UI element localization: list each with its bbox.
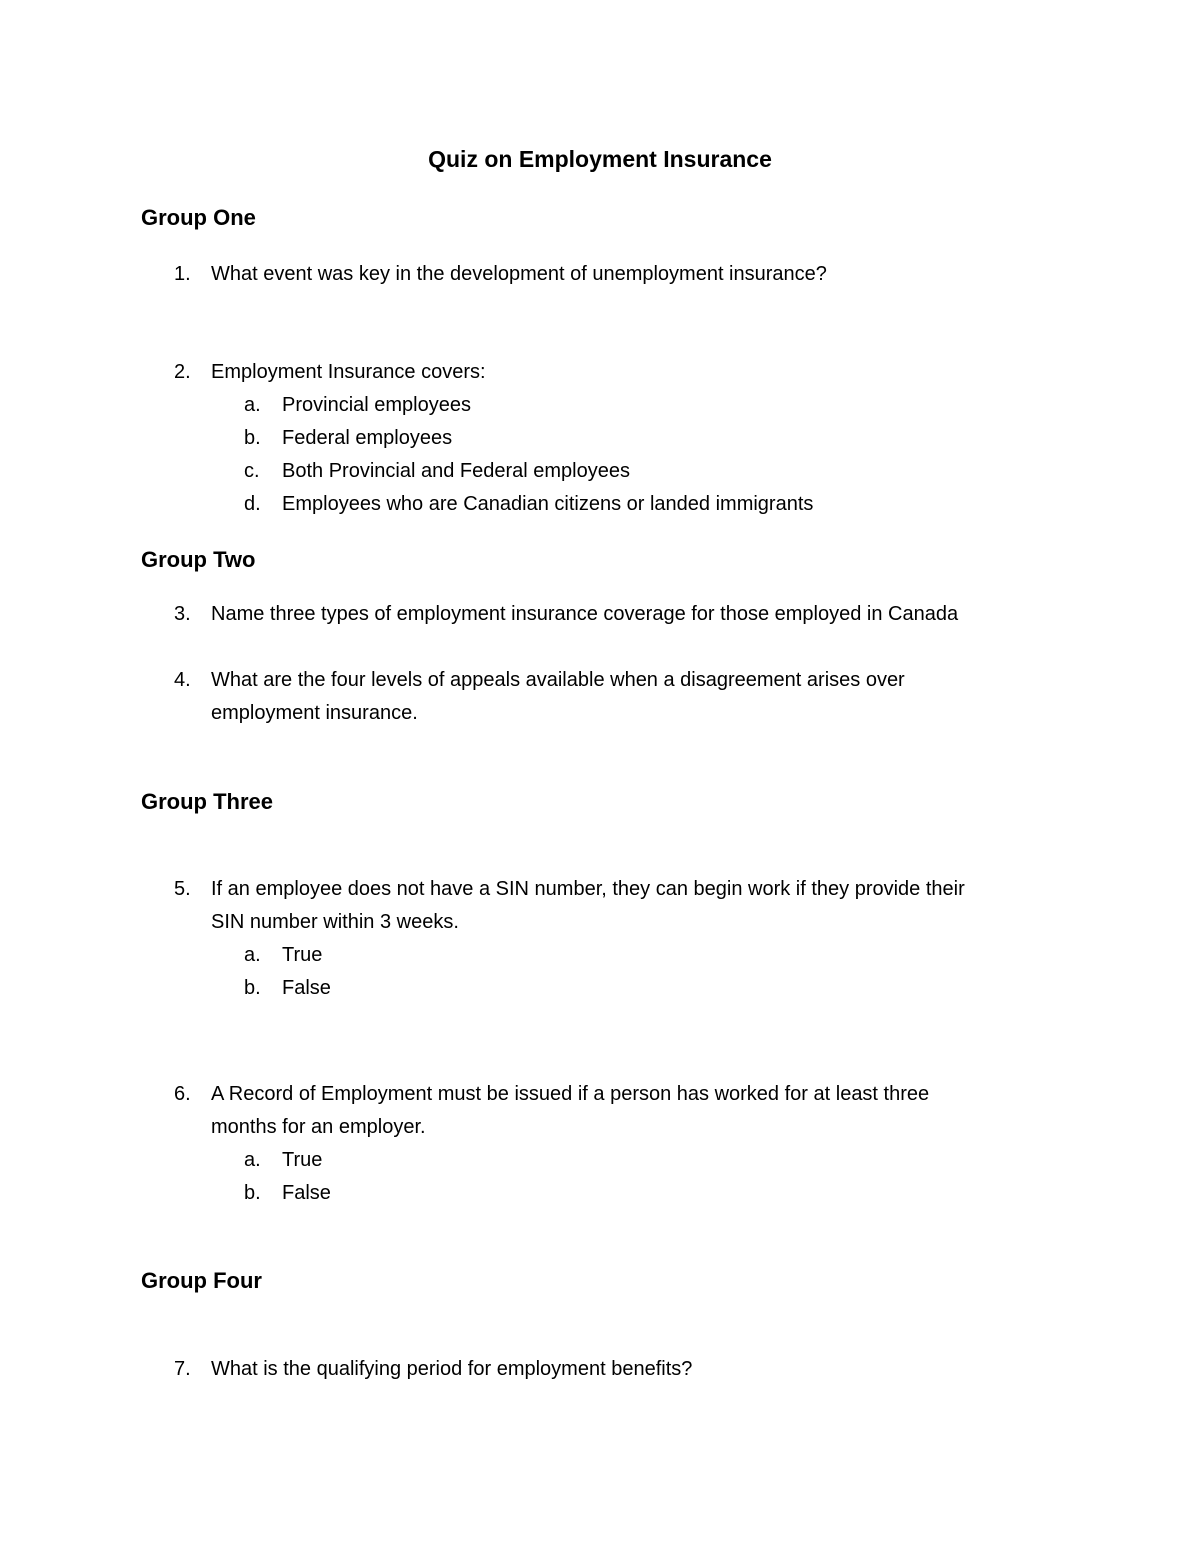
option-text: Employees who are Canadian citizens or landed immigrants (282, 493, 814, 515)
question-text: Employment Insurance covers: (211, 361, 486, 383)
option-text: False (282, 977, 331, 999)
option-text: True (282, 944, 323, 966)
question-number: 7. (174, 1358, 191, 1380)
option-text: False (282, 1182, 331, 1204)
option-text: True (282, 1149, 323, 1171)
question-text-line-1: If an employee does not have a SIN number, they can begin work if they provide their (211, 878, 965, 900)
option-letter: b. (244, 1182, 261, 1204)
option-text: Provincial employees (282, 394, 471, 416)
question-number: 5. (174, 878, 191, 900)
question-text-line-2: SIN number within 3 weeks. (211, 911, 459, 933)
question-number: 4. (174, 669, 191, 691)
option-letter: c. (244, 460, 260, 482)
option-letter: b. (244, 977, 261, 999)
group-one-heading: Group One (141, 205, 256, 230)
group-four-heading: Group Four (141, 1268, 262, 1293)
option-letter: a. (244, 394, 261, 416)
option-text: Both Provincial and Federal employees (282, 460, 630, 482)
document-title: Quiz on Employment Insurance (428, 146, 772, 172)
question-number: 3. (174, 603, 191, 625)
option-letter: b. (244, 427, 261, 449)
group-two-heading: Group Two (141, 547, 256, 572)
group-three-heading: Group Three (141, 789, 274, 814)
question-number: 2. (174, 361, 191, 383)
question-text: What is the qualifying period for employment benefits? (211, 1358, 693, 1380)
question-text-line-2: employment insurance. (211, 702, 418, 724)
question-text-line-1: What are the four levels of appeals available when a disagreement arises over (211, 669, 905, 691)
option-letter: d. (244, 493, 261, 515)
question-number: 1. (174, 263, 191, 285)
question-text: What event was key in the development of unemployment insurance? (211, 263, 827, 285)
question-text-line-1: A Record of Employment must be issued if a person has worked for at least three (211, 1083, 930, 1105)
question-number: 6. (174, 1083, 191, 1105)
question-text: Name three types of employment insurance coverage for those employed in Canada (211, 603, 959, 625)
option-letter: a. (244, 944, 261, 966)
option-text: Federal employees (282, 427, 453, 449)
question-text-line-2: months for an employer. (211, 1116, 426, 1138)
option-letter: a. (244, 1149, 261, 1171)
